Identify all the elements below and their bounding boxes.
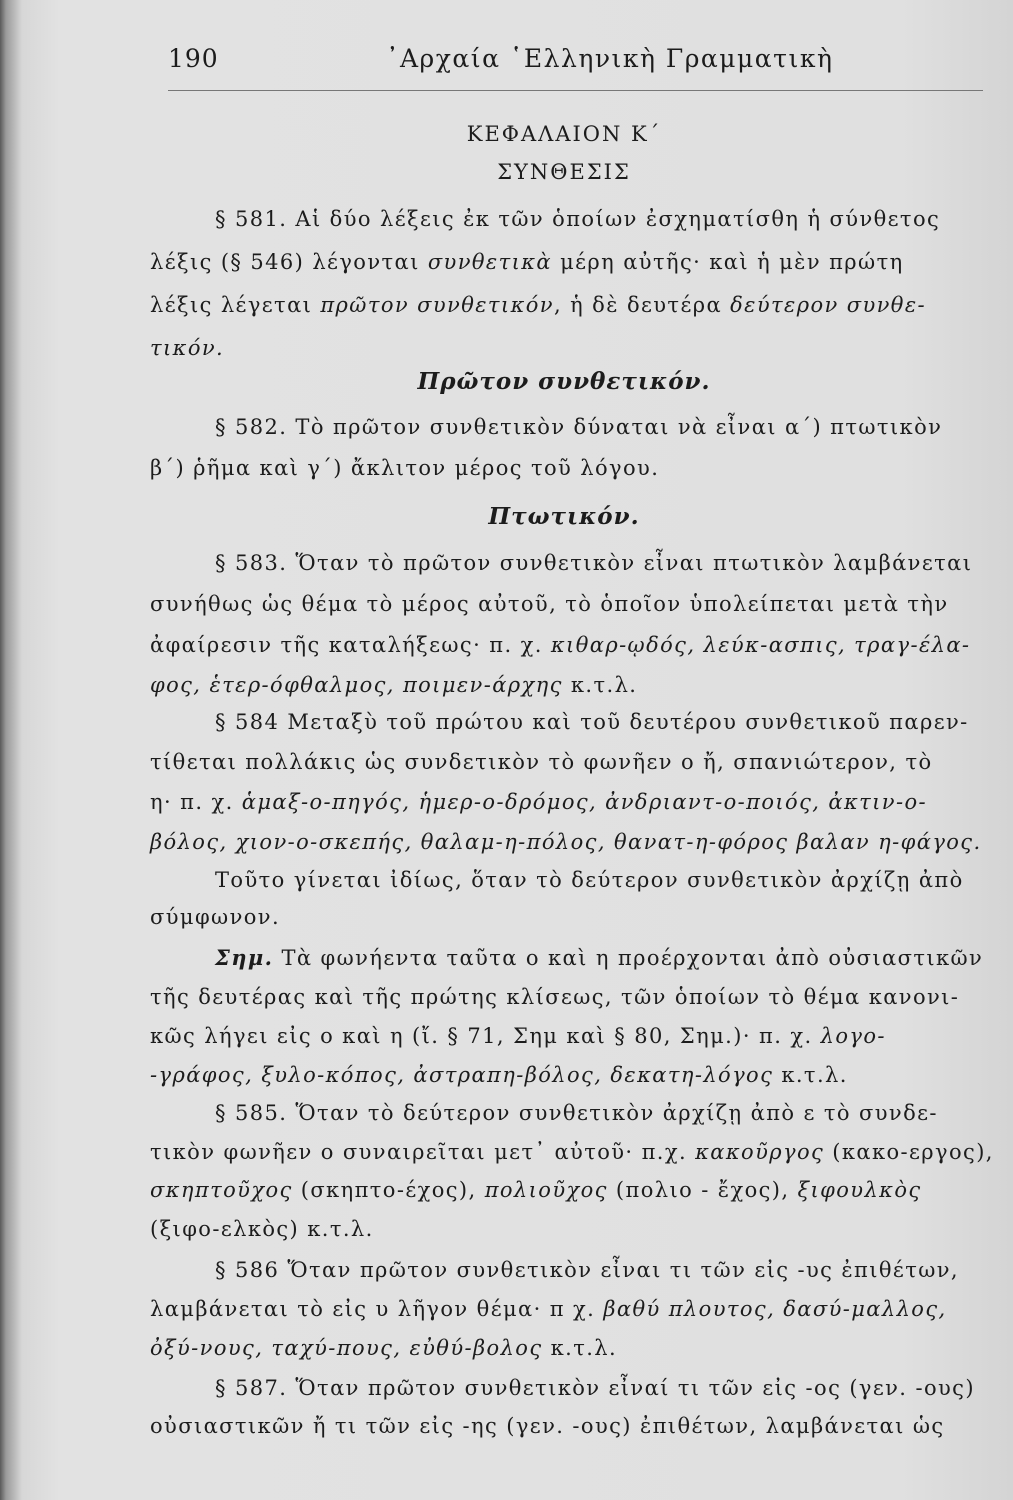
text-line: φος, ἑτερ-όφθαλμος, ποιμεν-άρχης κ.τ.λ. [150, 673, 638, 697]
text-line: ὀξύ-νους, ταχύ-πους, εὐθύ-βολος κ.τ.λ. [150, 1336, 618, 1360]
text-line: τικὸν φωνῆεν ο συναιρεῖται μετ᾿ αὐτοῦ· π.χ. κακοῦργος (κακο-εργος), [150, 1140, 994, 1164]
text-line: -γράφος, ξυλο-κόπος, ἀστραπη-βόλος, δεκατη-λόγος κ.τ.λ. [150, 1063, 848, 1087]
text-line: ἀφαίρεσιν τῆς καταλήξεως· π. χ. κιθαρ-ῳδός, λεύκ-ασπις, τραγ-έλα- [150, 633, 971, 657]
text-line: § 587. Ὅταν πρῶτον συνθετικὸν εἶναί τι τῶν εἰς -ος (γεν. -ους) [215, 1376, 975, 1400]
text-line: σκηπτοῦχος (σκηπτο-έχος), πολιοῦχος (πολιο - ἔχος), ξιφουλκὸς [150, 1178, 922, 1202]
text-line: η· π. χ. ἁμαξ-ο-πηγός, ἡμερ-ο-δρόμος, ἀνδριαντ-ο-ποιός, ἀκτιν-ο- [150, 790, 927, 814]
text-line: § 582. Τὸ πρῶτον συνθετικὸν δύναται νὰ εἶναι α΄) πτωτικὸν [215, 415, 943, 439]
text-line: συνήθως ὡς θέμα τὸ μέρος αὐτοῦ, τὸ ὁποῖον ὑπολείπεται μετὰ τὴν [150, 592, 949, 616]
page-header [168, 40, 983, 91]
text-line: § 585. Ὅταν τὸ δεύτερον συνθετικὸν ἀρχίζῃ ἀπὸ ε τὸ συνδε- [215, 1101, 938, 1125]
text-line: οὐσιαστικῶν ἤ τι τῶν εἰς -ης (γεν. -ους) ἐπιθέτων, λαμβάνεται ὡς [150, 1414, 945, 1438]
text-line: Τοῦτο γίνεται ἰδίως, ὅταν τὸ δεύτερον συνθετικὸν ἀρχίζῃ ἀπὸ [215, 868, 964, 892]
text-line: § 586 Ὅταν πρῶτον συνθετικὸν εἶναι τι τῶν εἰς -υς ἐπιθέτων, [215, 1258, 959, 1282]
text-line: (ξιφο-ελκὸς) κ.τ.λ. [150, 1217, 374, 1241]
note-label: Σημ. [215, 945, 274, 970]
subheading-first-compound: Πρῶτον συνθετικόν. [417, 368, 711, 395]
text-line: λαμβάνεται τὸ εἰς υ λῆγον θέμα· π χ. βαθύ πλουτος, δασύ-μαλλος, [150, 1297, 947, 1321]
text-line: β΄) ῥῆμα καὶ γ΄) ἄκλιτον μέρος τοῦ λόγου. [150, 456, 660, 480]
text-line: βόλος, χιον-ο-σκεπής, θαλαμ-η-πόλος, θανατ-η-φόρος βαλαν η-φάγος. [150, 830, 982, 854]
running-title: ᾿Αρχαία ῾Ελληνικὴ Γραμματικὴ [386, 44, 834, 73]
text-line: § 584 Μεταξὺ τοῦ πρώτου καὶ τοῦ δευτέρου συνθετικοῦ παρεν- [215, 710, 969, 734]
text-line: σύμφωνον. [150, 905, 281, 929]
text-line: § 581. Αἱ δύο λέξεις ἐκ τῶν ὁποίων ἐσχηματίσθη ἡ σύνθετος [215, 207, 941, 231]
page-number: 190 [168, 44, 219, 73]
text-line: τικόν. [150, 336, 225, 360]
text-line: κῶς λήγει εἰς ο καὶ η (ἴ. § 71, Σημ καὶ § 80, Σημ.)· π. χ. λογο- [150, 1024, 886, 1048]
text-line: Σημ. Τὰ φωνήεντα ταῦτα ο καὶ η προέρχονται ἀπὸ οὐσιαστικῶν [215, 945, 984, 970]
text-line: λέξις λέγεται πρῶτον συνθετικόν, ἡ δὲ δευτέρα δεύτερον συνθε- [150, 293, 927, 317]
chapter-title: ΣΥΝΘΕΣΙΣ [497, 160, 631, 184]
subheading-declinable: Πτωτικόν. [488, 503, 640, 530]
text-line: λέξις (§ 546) λέγονται συνθετικὰ μέρη αὐτῆς· καὶ ἡ μὲν πρώτη [150, 250, 904, 274]
chapter-number: ΚΕΦΑΛΑΙΟΝ Κ΄ [466, 122, 662, 146]
text-line: τίθεται πολλάκις ὡς συνδετικὸν τὸ φωνῆεν ο ἤ, σπανιώτερον, τὸ [150, 750, 933, 774]
text-line: τῆς δευτέρας καὶ τῆς πρώτης κλίσεως, τῶν ὁποίων τὸ θέμα κανονι- [150, 985, 960, 1009]
text-line: § 583. Ὅταν τὸ πρῶτον συνθετικὸν εἶναι πτωτικὸν λαμβάνεται [215, 551, 973, 575]
